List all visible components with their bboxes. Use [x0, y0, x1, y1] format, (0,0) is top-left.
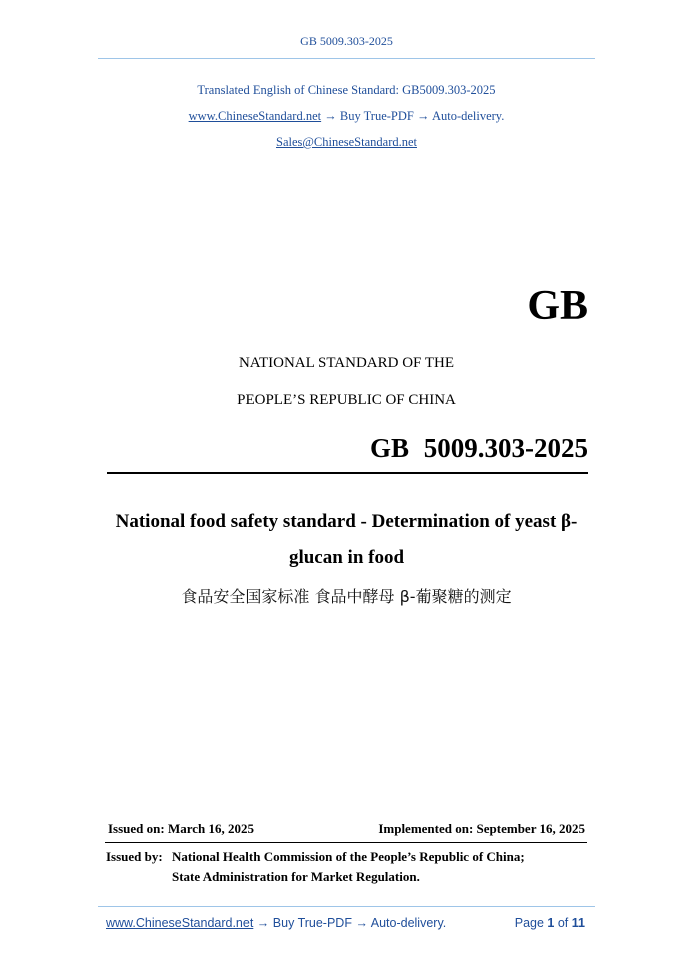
sales-email-link[interactable]: Sales@ChineseStandard.net [276, 135, 417, 149]
header-standard-code: GB 5009.303-2025 [300, 34, 393, 48]
issued-on-date: Issued on: March 16, 2025 [108, 821, 255, 836]
footer-purchase-line [106, 916, 446, 930]
title-english-line2: glucan in food [288, 547, 405, 568]
footer-site-link[interactable]: www.ChineseStandard.net [106, 916, 254, 930]
implemented-on-date: Implemented on: September 16, 2025 [378, 821, 585, 836]
footer-buy-text: Buy True-PDF [272, 916, 352, 930]
gb-logo-mark: GB [527, 283, 588, 329]
sales-line [0, 135, 693, 150]
footer-auto-delivery-text: Auto-delivery. [370, 916, 447, 930]
page-of-label: of [557, 916, 569, 930]
arrow-right-icon: → [417, 109, 430, 123]
auto-delivery-text: Auto-delivery. [431, 109, 505, 123]
translation-note: Translated English of Chinese Standard: GB5009.303-2025 [197, 83, 496, 97]
issuer-1: National Health Commission of the People’s Republic of China; [172, 849, 525, 864]
national-standard-line1: NATIONAL STANDARD OF THE [238, 355, 455, 371]
issued-by-label: Issued by: [106, 849, 163, 864]
title-divider [107, 472, 588, 474]
standard-number: GB 5009.303-2025 [369, 433, 588, 463]
title-chinese: 食品安全国家标准 食品中酵母 β-葡聚糖的测定 [181, 587, 512, 606]
footer-divider [98, 906, 595, 907]
purchase-line [0, 109, 693, 124]
issuer-2: State Administration for Market Regulation. [172, 869, 420, 884]
national-standard-line2: PEOPLE’S REPUBLIC OF CHINA [237, 392, 456, 408]
page-current: 1 [547, 916, 555, 930]
issue-divider [105, 842, 587, 843]
arrow-right-icon: → [355, 916, 368, 930]
page-total: 11 [571, 916, 585, 930]
buy-pdf-text: Buy True-PDF [339, 109, 414, 123]
arrow-right-icon: → [324, 109, 337, 123]
site-link[interactable]: www.ChineseStandard.net [188, 109, 322, 123]
page-label: Page [514, 916, 544, 930]
arrow-right-icon: → [256, 916, 270, 930]
header-divider [98, 58, 595, 59]
title-english-line1: National food safety standard - Determination of yeast β- [115, 511, 578, 532]
page-indicator [515, 916, 585, 930]
